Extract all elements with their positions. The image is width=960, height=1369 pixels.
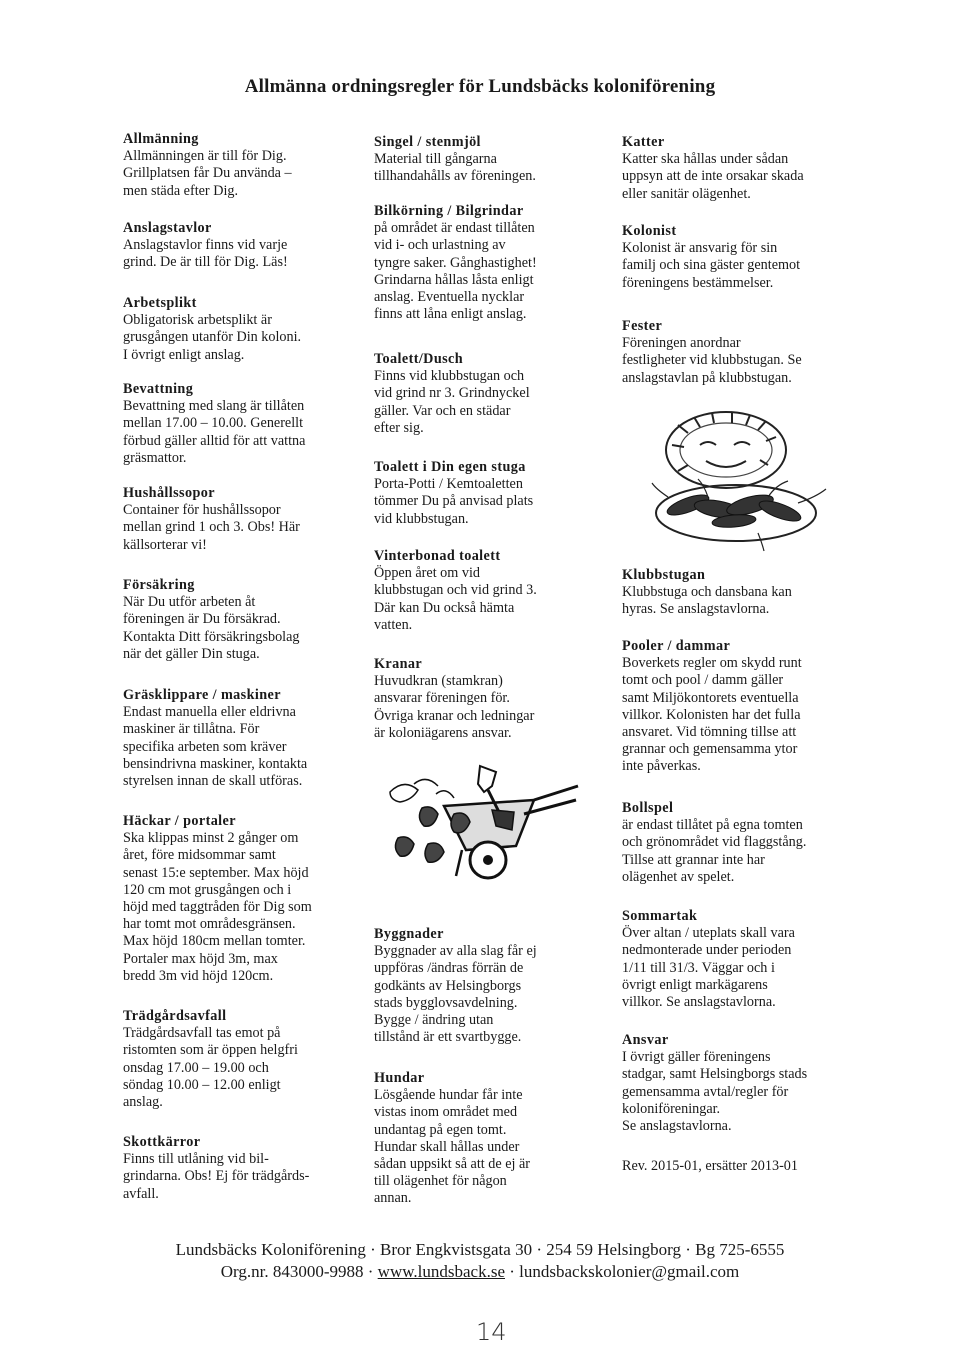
section-body: Kolonist är ansvarig för sin familj och sina gäster gentemot föreningens bestämmelser. [622, 240, 801, 291]
section-heading: Toalett i Din egen stuga [374, 459, 526, 475]
section-byggnader [374, 926, 596, 1046]
section-toalett-stuga [374, 459, 596, 528]
section-body: är endast tillåtet på egna tomten och grönområdet vid flaggstång. Tillse att grannar inte har olägenhet av spelet. [622, 817, 807, 885]
section-sommartak [622, 908, 832, 1011]
section-body: Huvudkran (stamkran) ansvarar föreningen för. Övriga kranar och ledningar är koloniägarens ansvar. [374, 673, 535, 741]
footer-contact-line [0, 1261, 960, 1282]
section-grasklippare [123, 687, 338, 790]
section-klubbstugan [622, 567, 832, 619]
section-body: Finns till utlåning vid bil- grindarna. Obs! Ej för trädgårds- avfall. [123, 1151, 310, 1202]
section-forsakring [123, 577, 338, 663]
section-heading: Kolonist [622, 223, 677, 239]
org-number: Org.nr. 843000-9988 · [220, 1262, 378, 1281]
section-singel [374, 134, 596, 186]
section-heading: Försäkring [123, 577, 195, 593]
website-link[interactable]: www.lundsback.se [377, 1262, 505, 1281]
section-heading: Kranar [374, 656, 423, 672]
section-heading: Singel / stenmjöl [374, 134, 481, 150]
email-address: · lundsbackskolonier@gmail.com [505, 1262, 740, 1281]
section-heading: Ansvar [622, 1032, 669, 1048]
section-body: Allmänningen är till för Dig. Grillplatsen får Du använda – men städa efter Dig. [123, 148, 292, 199]
section-heading: Gräsklippare / maskiner [123, 687, 281, 703]
section-body: Material till gångarna tillhandahålls av föreningen. [374, 151, 536, 185]
section-heading: Sommartak [622, 908, 698, 924]
section-heading: Vinterbonad toalett [374, 548, 501, 564]
section-bevattning [123, 381, 338, 467]
section-body: Obligatorisk arbetsplikt är grusgången utanför Din koloni. I övrigt enligt anslag. [123, 312, 302, 363]
section-bollspel [622, 800, 832, 886]
section-body: Föreningen anordnar festligheter vid klubbstugan. Se anslagstavlan på klubbstugan. [622, 335, 802, 386]
section-fester [622, 318, 832, 387]
section-anslagstavlor [123, 220, 338, 272]
section-body: Porta-Potti / Kemtoaletten tömmer Du på anvisad plats vid klubbstugan. [374, 476, 534, 527]
section-body: Över altan / uteplats skall vara nedmonterade under perioden 1/11 till 31/3. Väggar och i övrigt enligt markägarens villkor. Se anslagstavlorna. [622, 925, 795, 1011]
section-body: Klubbstuga och dansbana kan hyras. Se anslagstavlorna. [622, 584, 792, 618]
section-pooler [622, 638, 832, 776]
section-body: Trädgårdsavfall tas emot på ristomten som är öppen helgfri onsdag 17.00 – 19.00 och söndag 10.00 – 12.00 enligt anslag. [123, 1025, 298, 1111]
section-body: Bevattning med slang är tillåten mellan 17.00 – 10.00. Generellt förbud gäller alltid för att vattna gräsmattor. [123, 398, 306, 466]
section-heading: Hushållssopor [123, 485, 215, 501]
section-heading: Arbetsplikt [123, 295, 197, 311]
section-body: Ska klippas minst 2 gånger om året, före midsommar samt senast 15:e september. Max höjd 120 cm mot grusgången och i höjd med taggtråden för Dig som har tomt mot områdesgränsen. Max höjd 180cm mellan tomter. Portaler max höjd 3m, max bredd 3m vid höjd 120cm. [123, 830, 312, 984]
section-body: Boverkets regler om skydd runt tomt och pool / damm gäller samt Miljökontorets eventuella villkor. Kolonisten har det fulla ansvaret. Vid tömning tillse att grannar och gemensamma ytor inte påverkas. [622, 655, 802, 775]
section-heading: Anslagstavlor [123, 220, 212, 236]
section-vinterbonad [374, 548, 596, 634]
crayfish-plate-illustration [648, 405, 838, 555]
section-heading: Pooler / dammar [622, 638, 731, 654]
section-heading: Bilkörning / Bilgrindar [374, 203, 524, 219]
section-katter [622, 134, 832, 203]
section-arbetsplikt [123, 295, 338, 364]
wheelbarrow-strawberries-illustration [384, 764, 584, 882]
section-heading: Trädgårdsavfall [123, 1008, 227, 1024]
section-ansvar [622, 1032, 832, 1135]
section-heading: Bevattning [123, 381, 194, 397]
revision-note [622, 1158, 832, 1175]
section-body: på området är endast tillåten vid i- och urlastning av tyngre saker. Gånghastighet! Grindarna hållas låsta enligt anslag. Eventuella nycklar finns att låna enligt anslag. [374, 220, 537, 323]
section-bilkorning [374, 203, 596, 323]
section-allmanning [123, 131, 338, 200]
section-tradgardsavfall [123, 1008, 338, 1111]
section-heading: Fester [622, 318, 663, 334]
section-body: Byggnader av alla slag får ej uppföras /ändras förrän de godkänts av Helsingborgs stads bygglovsavdelning. Bygge / ändring utan tillstånd är ett svartbygge. [374, 943, 537, 1046]
page-title: Allmänna ordningsregler för Lundsbäcks koloniförening [244, 76, 716, 97]
section-body: Lösgående hundar får inte vistas inom området med undantag på egen tomt. Hundar skall hållas under sådan uppsikt så att de ej är till olägenhet för någon annan. [374, 1087, 531, 1207]
section-heading: Skottkärror [123, 1134, 201, 1150]
section-kolonist [622, 223, 832, 292]
section-heading: Byggnader [374, 926, 444, 942]
section-heading: Hundar [374, 1070, 425, 1086]
section-kranar [374, 656, 596, 742]
section-body: Endast manuella eller eldrivna maskiner är tillåtna. För specifika arbeten som kräver bensindrivna maskiner, kontakta styrelsen innan de skall utföras. [123, 704, 308, 790]
section-heading: Bollspel [622, 800, 674, 816]
section-body: Container för hushållssopor mellan grind 1 och 3. Obs! Här källsorterar vi! [123, 502, 300, 553]
section-hundar [374, 1070, 596, 1208]
section-heading: Klubbstugan [622, 567, 706, 583]
section-hushallssopor [123, 485, 338, 554]
section-heading: Häckar / portaler [123, 813, 236, 829]
section-heading: Katter [622, 134, 665, 150]
page-number: 14 [476, 1318, 507, 1346]
section-body: När Du utför arbeten åt föreningen är Du försäkrad. Kontakta Ditt försäkringsbolag när det gäller Din stuga. [123, 594, 300, 662]
footer-address-line: Lundsbäcks Koloniförening · Bror Engkvistsgata 30 · 254 59 Helsingborg · Bg 725-6555 [175, 1240, 785, 1259]
section-heading: Toalett/Dusch [374, 351, 464, 367]
section-body: Katter ska hållas under sådan uppsyn att de inte orsakar skada eller sanitär olägenhet. [622, 151, 804, 202]
section-body: Öppen året om vid klubbstugan och vid grind 3. Där kan Du också hämta vatten. [374, 565, 537, 633]
section-body: Anslagstavlor finns vid varje grind. De är till för Dig. Läs! [123, 237, 288, 271]
revision-text: Rev. 2015-01, ersätter 2013-01 [622, 1158, 798, 1174]
section-toalett-dusch [374, 351, 596, 437]
section-heading: Allmänning [123, 131, 199, 147]
section-body: I övrigt gäller föreningens stadgar, samt Helsingborgs stads gemensamma avtal/regler för koloniföreningar. Se anslagstavlorna. [622, 1049, 808, 1135]
section-hackar [123, 813, 338, 985]
section-skottkarror [123, 1134, 338, 1203]
section-body: Finns vid klubbstugan och vid grind nr 3. Grindnyckel gäller. Var och en städar efter sig. [374, 368, 530, 436]
